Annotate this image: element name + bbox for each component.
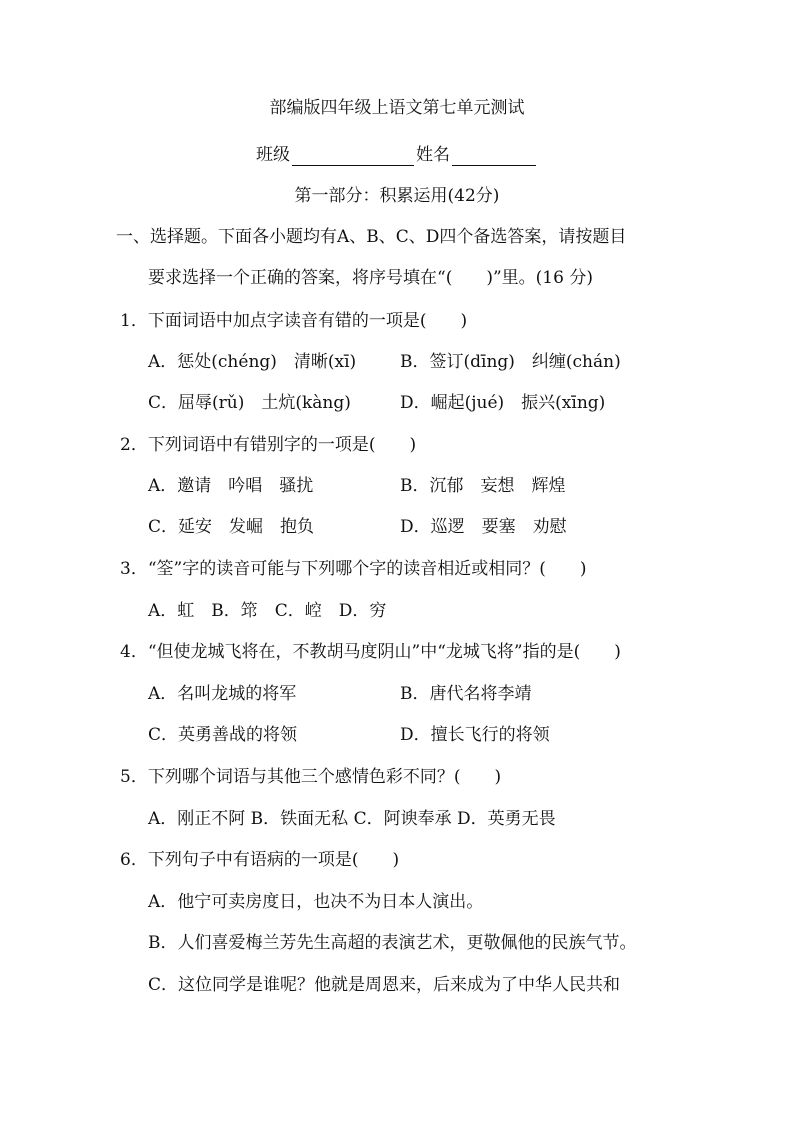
q2-stem: 2．下列词语中有错别字的一项是( ) — [120, 435, 417, 455]
q2-option-a: A．邀请 吟唱 骚扰 — [148, 476, 314, 496]
q6-option-b: B．人们喜爱梅兰芳先生高超的表演艺术，更敬佩他的民族气节。 — [148, 933, 637, 953]
q4-option-c: C．英勇善战的将领 — [148, 725, 298, 745]
name-label: 姓名 — [416, 145, 450, 165]
q4-option-a: A．名叫龙城的将军 — [148, 684, 297, 704]
q5-stem: 5．下列哪个词语与其他三个感情色彩不同？( ) — [120, 767, 502, 787]
q2-option-d: D．巡逻 要塞 劝慰 — [400, 517, 567, 537]
q1-stem: 1．下面词语中加点字读音有错的一项是( ) — [120, 311, 468, 331]
page-title: 部编版四年级上语文第七单元测试 — [269, 98, 525, 118]
part1-heading-cont: 要求选择一个正确的答案，将序号填在“( )”里。(16 分) — [148, 268, 593, 288]
q1-option-b: B．签订(dīng) 纠缠(chán) — [400, 352, 621, 372]
q4-option-b: B．唐代名将李靖 — [400, 684, 532, 704]
student-info-line — [0, 144, 794, 166]
q6-option-c: C．这位同学是谁呢？他就是周恩来，后来成为了中华人民共和 — [148, 975, 621, 995]
q5-options: A．刚正不阿 B．铁面无私 C．阿谀奉承 D．英勇无畏 — [148, 809, 556, 829]
q3-stem: 3．“筌”字的读音可能与下列哪个字的读音相近或相同？( ) — [120, 559, 587, 579]
q1-option-d: D．崛起(jué) 振兴(xīng) — [400, 393, 606, 413]
class-label: 班级 — [256, 145, 290, 165]
q4-stem: 4．“但使龙城飞将在，不教胡马度阴山”中“龙城飞将”指的是( ) — [120, 642, 621, 662]
q1-option-c: C．屈辱(rǔ) 土炕(kàng) — [148, 393, 351, 413]
name-blank[interactable] — [452, 147, 536, 166]
q6-stem: 6．下列句子中有语病的一项是( ) — [120, 850, 400, 870]
q2-option-c: C．延安 发崛 抱负 — [148, 517, 315, 537]
q3-options: A．虹 B．筇 C．崆 D．穷 — [148, 601, 387, 621]
q4-option-d: D．擅长飞行的将领 — [400, 725, 550, 745]
q2-option-b: B．沉郁 妄想 辉煌 — [400, 476, 566, 496]
q6-option-a: A．他宁可卖房度日，也决不为日本人演出。 — [148, 892, 484, 912]
part1-heading: 一、选择题。下面各小题均有A、B、C、D四个备选答案，请按题目 — [116, 227, 627, 247]
section-heading: 第一部分：积累运用(42分) — [294, 186, 500, 206]
class-blank[interactable] — [292, 147, 414, 166]
q1-option-a: A．惩处(chéng) 清晰(xī) — [148, 352, 357, 372]
